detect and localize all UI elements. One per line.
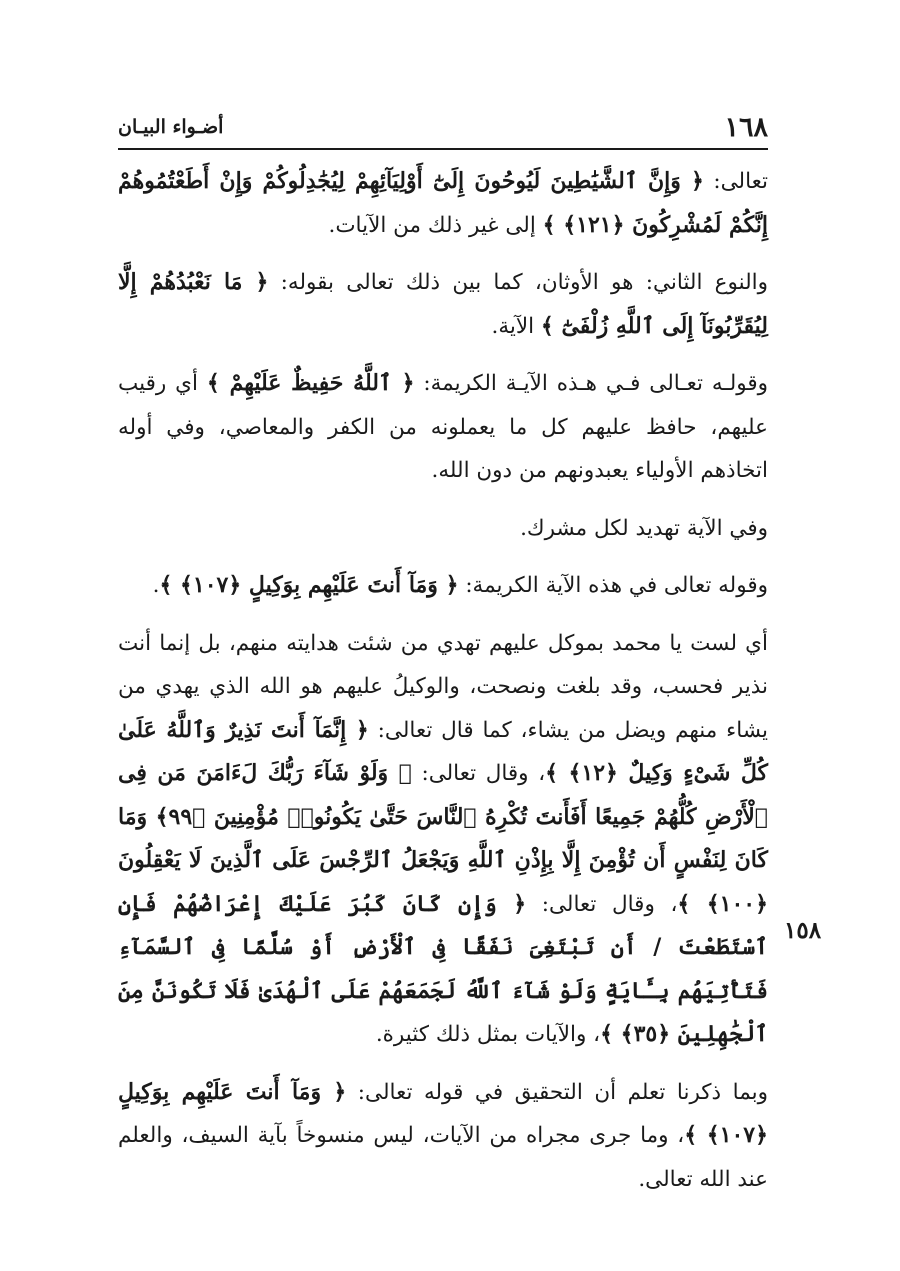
quran-verse: ﴿ ٱللَّهُ حَفِيظٌ عَلَيْهِمْ ﴾ <box>206 370 415 396</box>
quran-verse: ﴿ وَمَآ أَنتَ عَلَيْهِم بِوَكِيلٍ ﴿١٠٧﴾ ﴾ <box>118 1078 768 1148</box>
page-header <box>118 108 768 150</box>
margin-page-reference: ١٥٨ <box>784 917 822 944</box>
paragraph-5 <box>118 564 768 608</box>
paragraph-6 <box>118 622 768 1057</box>
quran-verse: ﴿ وَمَآ أَنتَ عَلَيْهِم بِوَكِيلٍ ﴿١٠٧﴾ ﴾ <box>159 572 459 598</box>
text-segment: والنوع الثاني: هو الأوثان، كما بين ذلك تعالى بقوله: <box>268 270 769 295</box>
text-segment: وقوله تعالى في هذه الآية الكريمة: <box>458 573 768 598</box>
text-segment: الآية. <box>491 313 541 339</box>
quran-verse: ﴿ وَإِن كَانَ كَبُرَ عَلَيْكَ إِعْرَاضُهُمْ فَإِنِ ٱسْتَطَعْتَ / أَن تَبْتَغِىَ نَفَقًا فِى ٱلْأَرْضِ أَوْ سُلَّمًا فِى ٱلسَّمَآءِ فَتَأْتِيَهُم بِـَٔايَةٍ وَلَوْ شَآءَ ٱللَّهُ لَجَمَعَهُمْ عَلَى ٱلْهُدَىٰ فَلَا تَكُونَنَّ مِنَ ٱلْجَٰهِلِينَ ﴿٣٥﴾ ﴾ <box>118 890 768 1047</box>
body-text <box>118 160 768 1201</box>
quran-verse: ﴿ مَا نَعْبُدُهُمْ إِلَّا لِيُقَرِّبُونَآ إِلَى ٱللَّهِ زُلْفَىٰٓ ﴾ <box>118 269 768 339</box>
text-segment: أي لست يا محمد بموكل عليهم تهدي من شئت هدايته منهم، بل إنما أنت نذير فحسب، وقد بلغت ونصحت، والوكيلُ عليهم هو الله الذي يهدي من يشاء منهم ويضل من يشاء، كما قال تعالى: <box>118 630 768 743</box>
text-segment: ، وقال تعالى: <box>526 891 678 917</box>
text-segment: ، والآيات بمثل ذلك كثيرة. <box>375 1022 601 1047</box>
text-segment: وبما ذكرنا تعلم أن التحقيق في قوله تعالى: <box>346 1079 768 1105</box>
page-number: ١٦٨ <box>724 112 768 143</box>
text-segment: وفي الآية تهديد لكل مشرك. <box>520 515 768 541</box>
paragraph-4 <box>118 507 768 551</box>
paragraph-7 <box>118 1071 768 1202</box>
quran-verse: ﴿ وَإِنَّ ٱلشَّيَٰطِينَ لَيُوحُونَ إِلَىٰٓ أَوْلِيَآئِهِمْ لِيُجَٰدِلُوكُمْ وَإِنْ أَطَعْتُمُوهُمْ إِنَّكُمْ لَمُشْرِكُونَ ﴿١٢١﴾ ﴾ <box>118 168 768 238</box>
text-segment: تعالى: <box>703 169 768 194</box>
text-segment: . <box>152 573 160 598</box>
quran-verse: ﴿ وَلَوْ شَآءَ رَبُّكَ لَءَامَنَ مَن فِى ٱلْأَرْضِ كُلُّهُمْ جَمِيعًا أَفَأَنتَ تُكْرِهُ ٱلنَّاسَ حَتَّىٰ يَكُونُوا۟ مُؤْمِنِينَ ﴿٩٩﴾ وَمَا كَانَ لِنَفْسٍ أَن تُؤْمِنَ إِلَّا بِإِذْنِ ٱللَّهِ وَيَجْعَلُ ٱلرِّجْسَ عَلَى ٱلَّذِينَ لَا يَعْقِلُونَ ﴿١٠٠﴾ ﴾ <box>118 760 768 917</box>
text-segment: أي رقيب عليهم، حافظ عليهم كل ما يعملونه من الكفر والمعاصي، وفي أوله اتخاذهم الأولياء يعبدونهم من دون الله. <box>118 371 768 483</box>
paragraph-3 <box>118 362 768 493</box>
quran-verse: ﴿ إِنَّمَآ أَنتَ نَذِيرٌ وَٱللَّهُ عَلَىٰ كُلِّ شَىْءٍ وَكِيلٌ ﴿١٢﴾ ﴾ <box>118 716 768 786</box>
text-segment: ، وما جرى مجراه من الآيات، ليس منسوخاً بآية السيف، والعلم عند الله تعالى. <box>118 1123 768 1192</box>
text-segment: وقولـه تعـالى فـي هـذه الآيـة الكريمة: <box>414 371 769 396</box>
paragraph-1 <box>118 160 768 247</box>
text-segment: إلى غير ذلك من الآيات. <box>328 212 543 238</box>
page <box>118 108 768 1215</box>
paragraph-2 <box>118 261 768 348</box>
text-segment: ، وقال تعالى: <box>411 761 546 786</box>
running-title: أضـواء البيـان <box>118 116 224 138</box>
